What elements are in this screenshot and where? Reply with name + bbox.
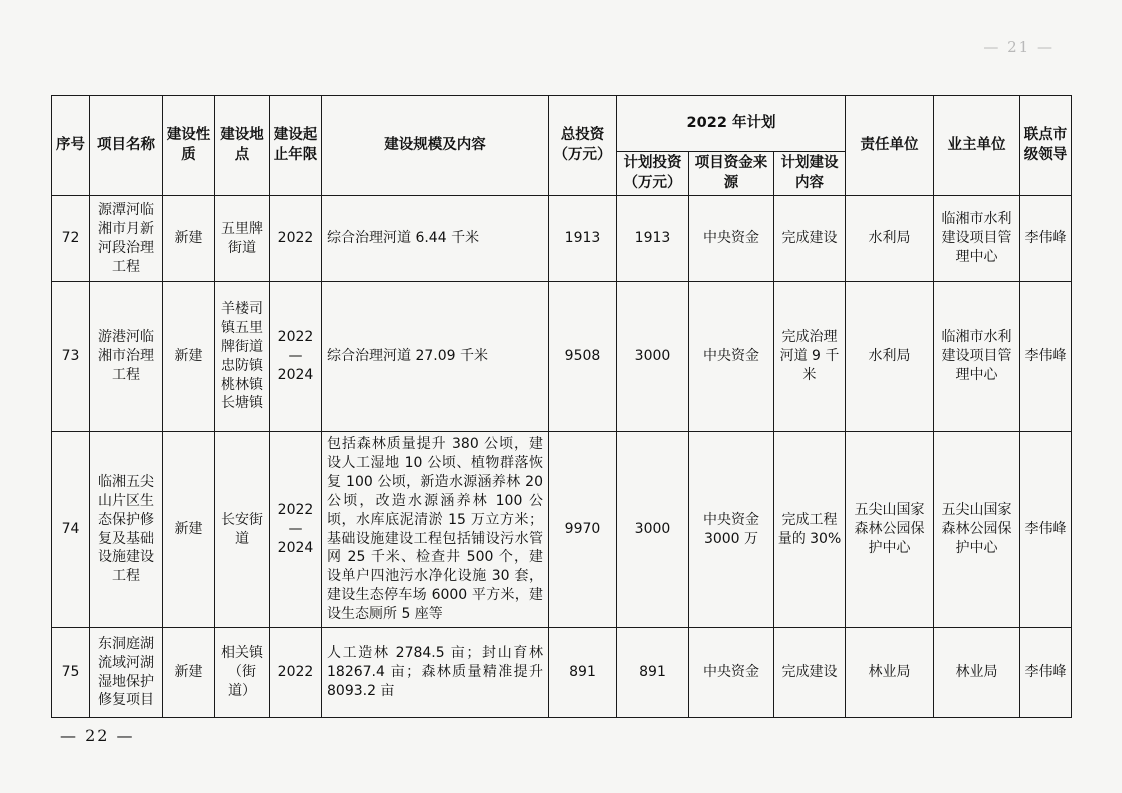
cell-plan-investment: 891 (617, 628, 689, 718)
cell-owner-unit: 五尖山国家森林公园保护中心 (934, 432, 1020, 628)
cell-owner-unit: 临湘市水利建设项目管理中心 (934, 282, 1020, 432)
header-scope: 建设规模及内容 (322, 96, 549, 196)
header-leader: 联点市级领导 (1020, 96, 1072, 196)
table-row (52, 432, 1072, 628)
cell-name: 游港河临湘市治理工程 (90, 282, 163, 432)
cell-name: 源潭河临湘市月新河段治理工程 (90, 196, 163, 282)
cell-nature: 新建 (163, 196, 215, 282)
cell-period: 2022 (270, 196, 322, 282)
header-plan-2022: 2022 年计划 (617, 96, 846, 152)
cell-location: 相关镇（街道） (215, 628, 270, 718)
cell-plan-investment: 3000 (617, 282, 689, 432)
table-row (52, 196, 1072, 282)
cell-owner-unit: 临湘市水利建设项目管理中心 (934, 196, 1020, 282)
cell-responsible-unit: 水利局 (846, 282, 934, 432)
cell-period: 2022—2024 (270, 432, 322, 628)
cell-name: 东洞庭湖流域河湖湿地保护修复项目 (90, 628, 163, 718)
cell-scope: 人工造林 2784.5 亩；封山育林 18267.4 亩；森林质量精准提升 8093.2 亩 (322, 628, 549, 718)
cell-period: 2022—2024 (270, 282, 322, 432)
cell-nature: 新建 (163, 282, 215, 432)
cell-plan-investment: 3000 (617, 432, 689, 628)
cell-responsible-unit: 水利局 (846, 196, 934, 282)
project-table (51, 95, 1072, 718)
cell-nature: 新建 (163, 432, 215, 628)
table-row (52, 628, 1072, 718)
cell-leader: 李伟峰 (1020, 196, 1072, 282)
cell-total-investment: 9508 (549, 282, 617, 432)
header-total-investment: 总投资（万元） (549, 96, 617, 196)
cell-seq: 72 (52, 196, 90, 282)
header-location: 建设地点 (215, 96, 270, 196)
cell-responsible-unit: 五尖山国家森林公园保护中心 (846, 432, 934, 628)
cell-fund-source: 中央资金 (689, 628, 774, 718)
cell-responsible-unit: 林业局 (846, 628, 934, 718)
header-period: 建设起止年限 (270, 96, 322, 196)
cell-plan-content: 完成建设 (774, 628, 846, 718)
cell-total-investment: 1913 (549, 196, 617, 282)
cell-scope: 综合治理河道 27.09 千米 (322, 282, 549, 432)
header-responsible-unit: 责任单位 (846, 96, 934, 196)
header-name: 项目名称 (90, 96, 163, 196)
header-plan-investment: 计划投资（万元） (617, 152, 689, 196)
cell-total-investment: 891 (549, 628, 617, 718)
header-owner-unit: 业主单位 (934, 96, 1020, 196)
cell-plan-content: 完成建设 (774, 196, 846, 282)
cell-seq: 74 (52, 432, 90, 628)
header-fund-source: 项目资金来源 (689, 152, 774, 196)
header-seq: 序号 (52, 96, 90, 196)
cell-seq: 73 (52, 282, 90, 432)
header-row (52, 96, 1072, 152)
cell-location: 羊楼司镇五里牌街道忠防镇桃林镇长塘镇 (215, 282, 270, 432)
cell-total-investment: 9970 (549, 432, 617, 628)
cell-fund-source: 中央资金 (689, 282, 774, 432)
cell-plan-content: 完成治理河道 9 千米 (774, 282, 846, 432)
page-number: — 22 — (60, 726, 135, 745)
cell-location: 五里牌街道 (215, 196, 270, 282)
cell-fund-source: 中央资金 3000 万 (689, 432, 774, 628)
table-row (52, 282, 1072, 432)
cell-nature: 新建 (163, 628, 215, 718)
cell-scope: 综合治理河道 6.44 千米 (322, 196, 549, 282)
cell-plan-content: 完成工程量的 30% (774, 432, 846, 628)
cell-fund-source: 中央资金 (689, 196, 774, 282)
cell-leader: 李伟峰 (1020, 432, 1072, 628)
header-plan-content: 计划建设内容 (774, 152, 846, 196)
cell-seq: 75 (52, 628, 90, 718)
cell-leader: 李伟峰 (1020, 628, 1072, 718)
cell-plan-investment: 1913 (617, 196, 689, 282)
cell-name: 临湘五尖山片区生态保护修复及基础设施建设工程 (90, 432, 163, 628)
cell-period: 2022 (270, 628, 322, 718)
header-nature: 建设性质 (163, 96, 215, 196)
cell-location: 长安街道 (215, 432, 270, 628)
cell-scope: 包括森林质量提升 380 公顷，建设人工湿地 10 公顷、植物群落恢复 100 公顷，新造水源涵养林 20 公顷，改造水源涵养林 100 公顷，水库底泥清淤 15 万立方米；基础设施建设工程包括铺设污水管网 25 千米、检查井 500 个，建设单户四池污水净化设施 30 套，建设生态停车场 6000 平方米，建设生态厕所 5 座等 (322, 432, 549, 628)
cell-leader: 李伟峰 (1020, 282, 1072, 432)
cell-owner-unit: 林业局 (934, 628, 1020, 718)
previous-page-mark: — 21 — (983, 38, 1054, 56)
